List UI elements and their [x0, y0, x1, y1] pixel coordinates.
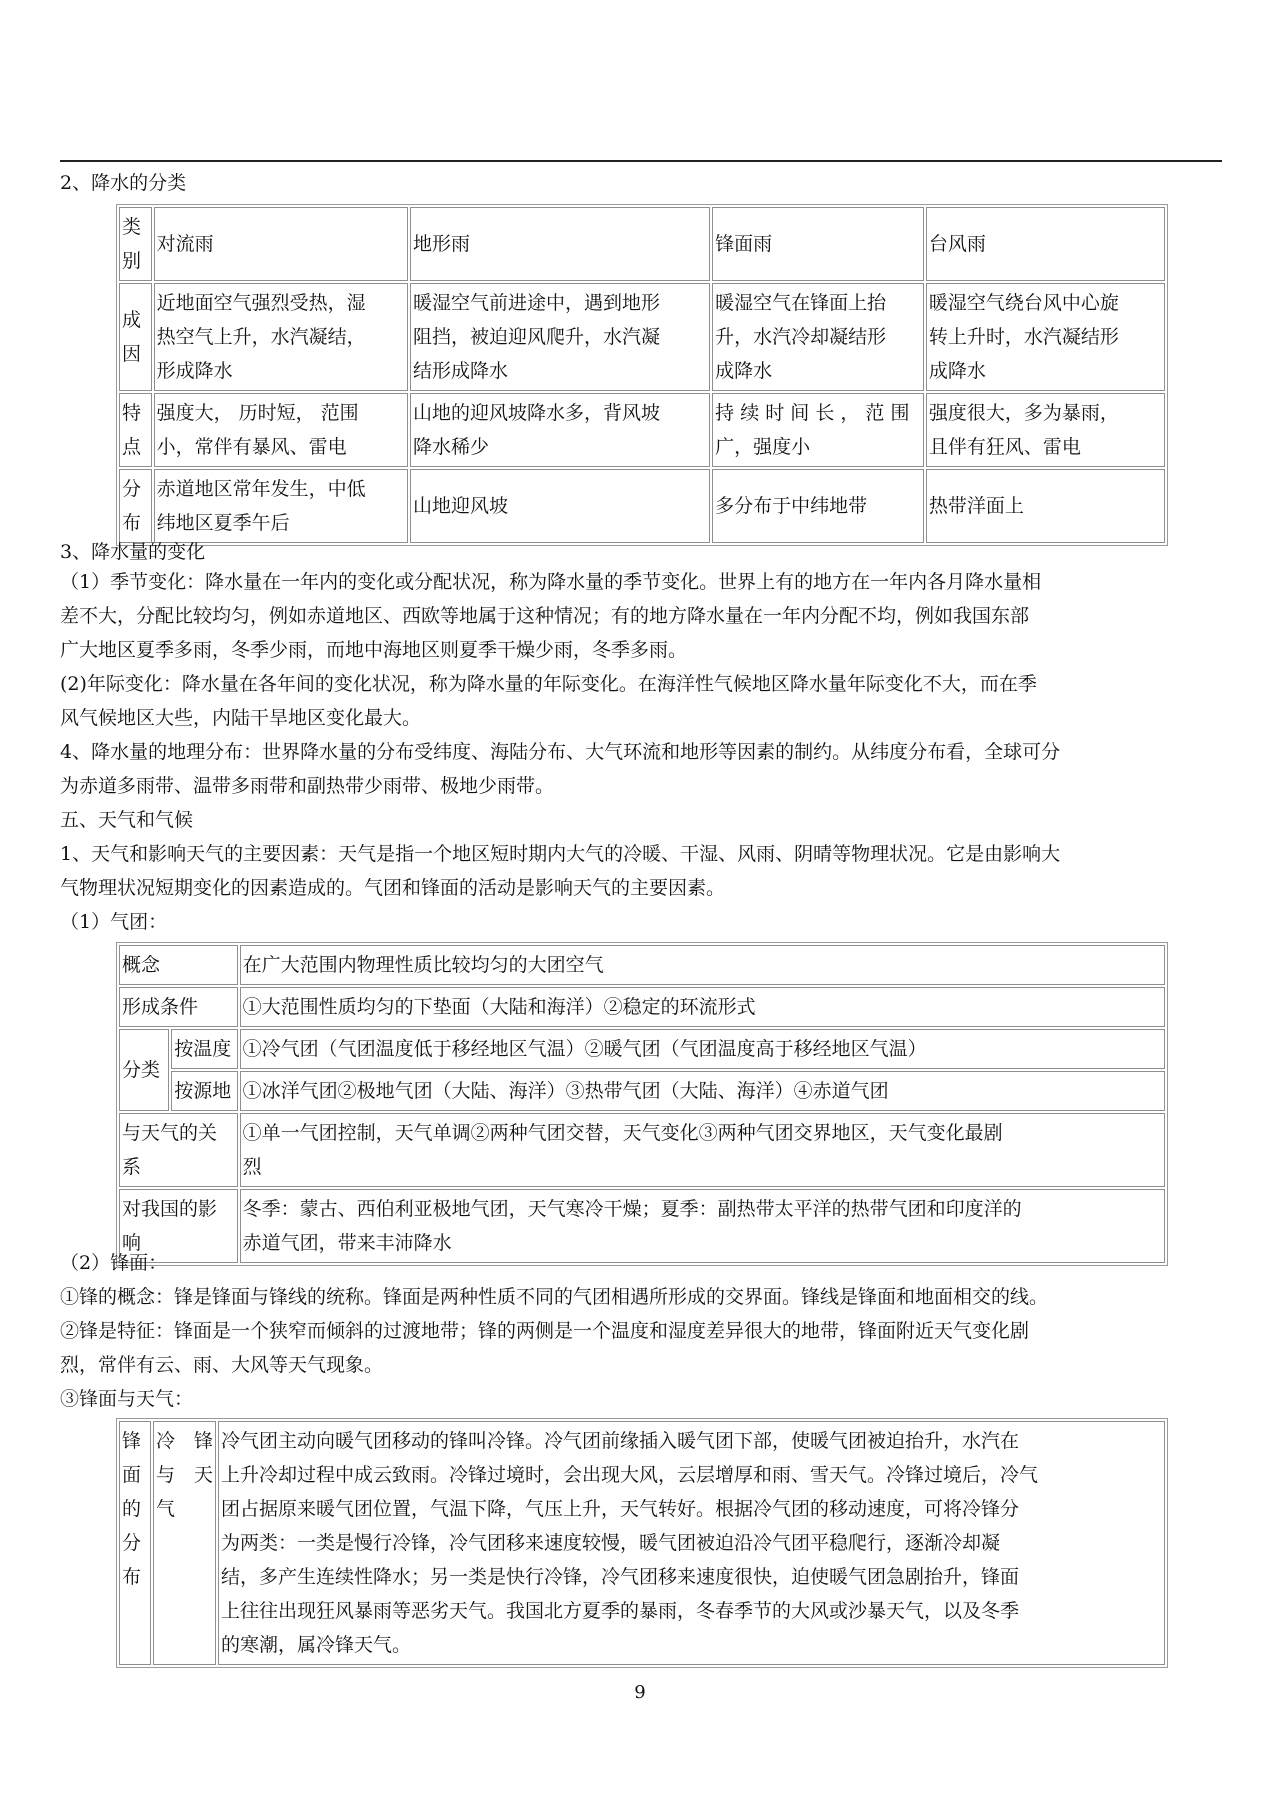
airmass-table — [116, 942, 1168, 1266]
section-heading-precip-change: 3、降水量的变化 — [60, 541, 206, 563]
row-label-distribution: 分 布 — [119, 469, 152, 543]
row-label-cause: 成 因 — [119, 283, 152, 391]
table-row — [119, 945, 1165, 985]
section-heading-precip-types: 2、降水的分类 — [60, 172, 187, 194]
table-cell: 多分布于中纬地带 — [712, 469, 924, 543]
table-cell: 赤道地区常年发生，中低 纬地区夏季午后 — [154, 469, 408, 543]
table-row — [119, 987, 1165, 1027]
table-cell: 暖湿空气在锋面上抬 升，水汽冷却凝结形 成降水 — [712, 283, 924, 391]
body-text-block-2 — [60, 1246, 1225, 1416]
row-label-concept: 概念 — [119, 945, 238, 985]
table-cell: 强度大， 历时短， 范围 小，常伴有暴风、雷电 — [154, 393, 408, 467]
sub-label-cold-front: 冷 锋 与 天 气 — [153, 1421, 216, 1665]
table-row — [119, 393, 1165, 467]
subheading-airmass: （1）气团： — [60, 911, 168, 933]
table-row — [119, 1029, 1165, 1069]
body-text-block-1 — [60, 565, 1225, 939]
table-cell: ①单一气团控制，天气单调②两种气团交替，天气变化③两种气团交界地区，天气变化最剧 烈 — [240, 1113, 1165, 1187]
text-line: (2)年际变化：降水量在各年间的变化状况，称为降水量的年际变化。在海洋性气候地区降水量年际变化不大，而在季 — [60, 673, 1037, 695]
text-line: ②锋是特征：锋面是一个狭窄而倾斜的过渡地带；锋的两侧是一个温度和湿度差异很大的地带，锋面附近天气变化剧 — [60, 1320, 1030, 1342]
table-cell: ①大范围性质均匀的下垫面（大陆和海洋）②稳定的环流形式 — [240, 987, 1165, 1027]
table-cell: 山地迎风坡 — [410, 469, 710, 543]
row-label-classification: 分类 — [119, 1029, 169, 1111]
sub-label-by-temperature: 按温度 — [171, 1029, 237, 1069]
row-label-front-distribution: 锋 面 的 分 布 — [119, 1421, 151, 1665]
text-line: 4、降水量的地理分布：世界降水量的分布受纬度、海陆分布、大气环流和地形等因素的制约。从纬度分布看，全球可分 — [60, 741, 1061, 763]
text-line: 1、天气和影响天气的主要因素：天气是指一个地区短时期内大气的冷暖、干湿、风雨、阴晴等物理状况。它是由影响大 — [60, 843, 1061, 865]
row-label-type: 类 别 — [119, 207, 152, 281]
front-weather-table — [116, 1418, 1168, 1668]
table-cell: 在广大范围内物理性质比较均匀的大团空气 — [240, 945, 1165, 985]
sub-label-by-source: 按源地 — [171, 1071, 237, 1111]
table-row — [119, 1113, 1165, 1187]
header-rule — [60, 160, 1222, 162]
text-line: ①锋的概念：锋是锋面与锋线的统称。锋面是两种性质不同的气团相遇所形成的交界面。锋线是锋面和地面相交的线。 — [60, 1286, 1049, 1308]
row-label-weather-relation: 与天气的关 系 — [119, 1113, 238, 1187]
text-line: 风气候地区大些，内陆干旱地区变化最大。 — [60, 707, 422, 729]
table-cell: 近地面空气强烈受热，湿 热空气上升，水汽凝结， 形成降水 — [154, 283, 408, 391]
col-header-orographic-rain: 地形雨 — [410, 207, 710, 281]
row-label-formation: 形成条件 — [119, 987, 238, 1027]
text-line: 气物理状况短期变化的因素造成的。气团和锋面的活动是影响天气的主要因素。 — [60, 877, 726, 899]
text-line: 烈，常伴有云、雨、大风等天气现象。 — [60, 1354, 384, 1376]
table-cell: 山地的迎风坡降水多，背风坡 降水稀少 — [410, 393, 710, 467]
row-label-features: 特 点 — [119, 393, 152, 467]
table-row — [119, 1071, 1165, 1111]
text-line: 差不大，分配比较均匀，例如赤道地区、西欧等地属于这种情况；有的地方降水量在一年内分配不均，例如我国东部 — [60, 605, 1030, 627]
table-row — [119, 283, 1165, 391]
col-header-frontal-rain: 锋面雨 — [712, 207, 924, 281]
section-heading-weather-climate: 五、天气和气候 — [60, 809, 194, 831]
table-row — [119, 207, 1165, 281]
table-cell: ①冷气团（气团温度低于移经地区气温）②暖气团（气团温度高于移经地区气温） — [240, 1029, 1165, 1069]
text-line: （1）季节变化：降水量在一年内的变化或分配状况，称为降水量的季节变化。世界上有的地方在一年内各月降水量相 — [60, 571, 1042, 593]
text-line: 广大地区夏季多雨，冬季少雨，而地中海地区则夏季干燥少雨，冬季多雨。 — [60, 639, 688, 661]
table-row — [119, 1421, 1165, 1665]
col-header-typhoon-rain: 台风雨 — [926, 207, 1165, 281]
table-cell: 热带洋面上 — [926, 469, 1165, 543]
table-cell: 冷气团主动向暖气团移动的锋叫冷锋。冷气团前缘插入暖气团下部，使暖气团被迫抬升，水汽在 上升冷却过程中成云致雨。冷锋过境时，会出现大风，云层增厚和雨、雪天气。冷锋过境后，冷气 团占据原来暖气团位置，气温下降，气压上升，天气转好。根据冷气团的移动速度，可将冷锋分 为两类：一类是慢行冷锋，冷气团移来速度较慢，暖气团被迫沿冷气团平稳爬行，逐渐冷却凝 结，多产生连续性降水；另一类是快行冷锋，冷气团移来速度很快，迫使暖气团急剧抬升，锋面 上往往出现狂风暴雨等恶劣天气。我国北方夏季的暴雨，冬春季节的大风或沙暴天气，以及冬季 的寒潮，属冷锋天气。 — [218, 1421, 1165, 1665]
text-line: 为赤道多雨带、温带多雨带和副热带少雨带、极地少雨带。 — [60, 775, 555, 797]
table-cell: 强度很大，多为暴雨， 且伴有狂风、雷电 — [926, 393, 1165, 467]
text-line: ③锋面与天气： — [60, 1388, 194, 1410]
table-cell: ①冰洋气团②极地气团（大陆、海洋）③热带气团（大陆、海洋）④赤道气团 — [240, 1071, 1165, 1111]
table-row — [119, 469, 1165, 543]
precip-types-table — [116, 204, 1168, 546]
table-cell: 暖湿空气前进途中，遇到地形 阻挡，被迫迎风爬升，水汽凝 结形成降水 — [410, 283, 710, 391]
table-cell: 冬季：蒙古、西伯利亚极地气团，天气寒冷干燥；夏季：副热带太平洋的热带气团和印度洋的 赤道气团，带来丰沛降水 — [240, 1189, 1165, 1263]
page-number: 9 — [634, 1682, 646, 1703]
subheading-front: （2）锋面： — [60, 1252, 168, 1274]
row-label-china-impact: 对我国的影 响 — [119, 1189, 238, 1263]
col-header-convective-rain: 对流雨 — [154, 207, 408, 281]
table-cell: 持 续 时 间 长 ， 范 围 广，强度小 — [712, 393, 924, 467]
table-cell: 暖湿空气绕台风中心旋 转上升时，水汽凝结形 成降水 — [926, 283, 1165, 391]
